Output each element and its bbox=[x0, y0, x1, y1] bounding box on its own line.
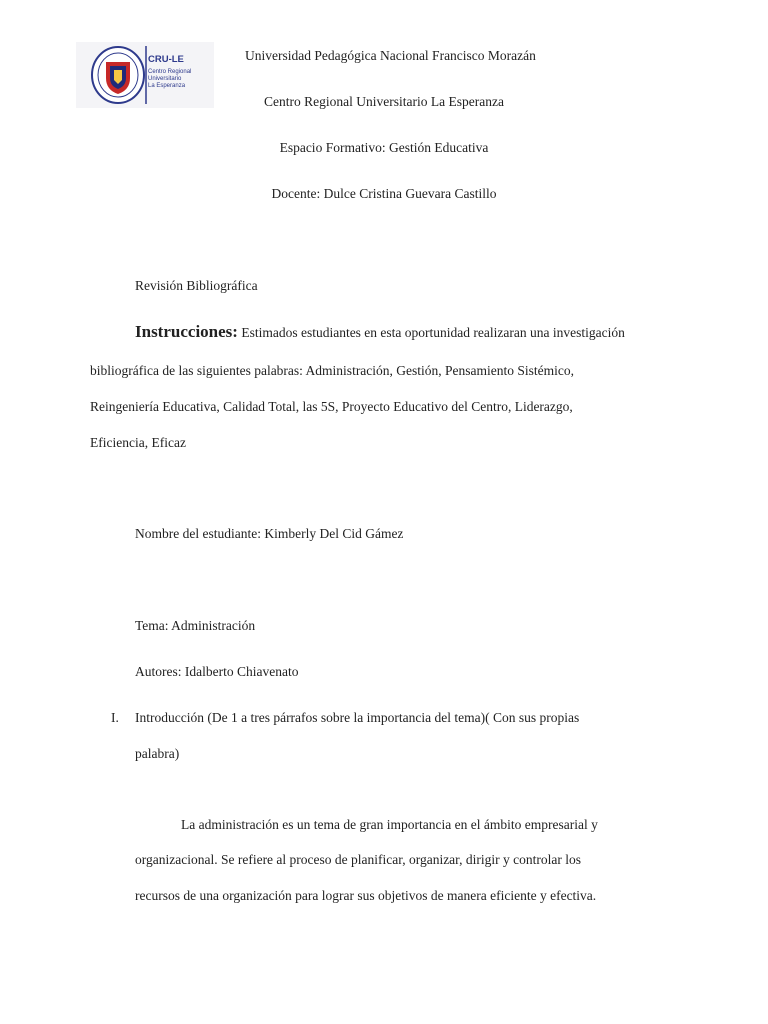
section-heading-2: palabra) bbox=[135, 746, 180, 761]
logo-subtitle-3: La Esperanza bbox=[148, 83, 186, 89]
instructions-text-2: bibliográfica de las siguientes palabras: Administración, Gestión, Pensamiento Sistémico, bbox=[90, 363, 575, 378]
paragraph-line-1: La administración es un tema de gran importancia en el ámbito empresarial y bbox=[181, 817, 598, 832]
section-number: I. bbox=[111, 710, 119, 725]
paragraph-line-2: organizacional. Se refiere al proceso de planificar, organizar, dirigir y controlar los bbox=[135, 852, 581, 867]
instructions-text-4: Eficiencia, Eficaz bbox=[90, 435, 186, 450]
teacher-name: Docente: Dulce Cristina Guevara Castillo bbox=[271, 186, 497, 201]
course-name: Espacio Formativo: Gestión Educativa bbox=[279, 140, 489, 155]
review-title: Revisión Bibliográfica bbox=[135, 278, 258, 293]
paragraph-line-3: recursos de una organización para lograr sus objetivos de manera eficiente y efectiva. bbox=[135, 888, 597, 903]
topic: Tema: Administración bbox=[135, 618, 256, 633]
logo-subtitle-2: Universitario bbox=[148, 76, 182, 82]
university-name: Universidad Pedagógica Nacional Francisco Morazán bbox=[245, 48, 536, 63]
section-heading-1: Introducción (De 1 a tres párrafos sobre la importancia del tema)( Con sus propias bbox=[135, 710, 580, 725]
center-name: Centro Regional Universitario La Esperanza bbox=[264, 94, 504, 109]
instructions-text-1: Estimados estudiantes en esta oportunidad realizaran una investigación bbox=[241, 325, 625, 340]
logo-title: CRU-LE bbox=[148, 54, 184, 65]
instructions-text-3: Reingeniería Educativa, Calidad Total, las 5S, Proyecto Educativo del Centro, Liderazgo, bbox=[90, 399, 573, 414]
instructions-label: Instrucciones: bbox=[135, 322, 238, 341]
authors: Autores: Idalberto Chiavenato bbox=[135, 664, 299, 679]
instructions-first-line bbox=[135, 322, 625, 342]
student-name: Nombre del estudiante: Kimberly Del Cid Gámez bbox=[135, 526, 404, 541]
logo-subtitle-1: Centro Regional bbox=[148, 69, 192, 75]
